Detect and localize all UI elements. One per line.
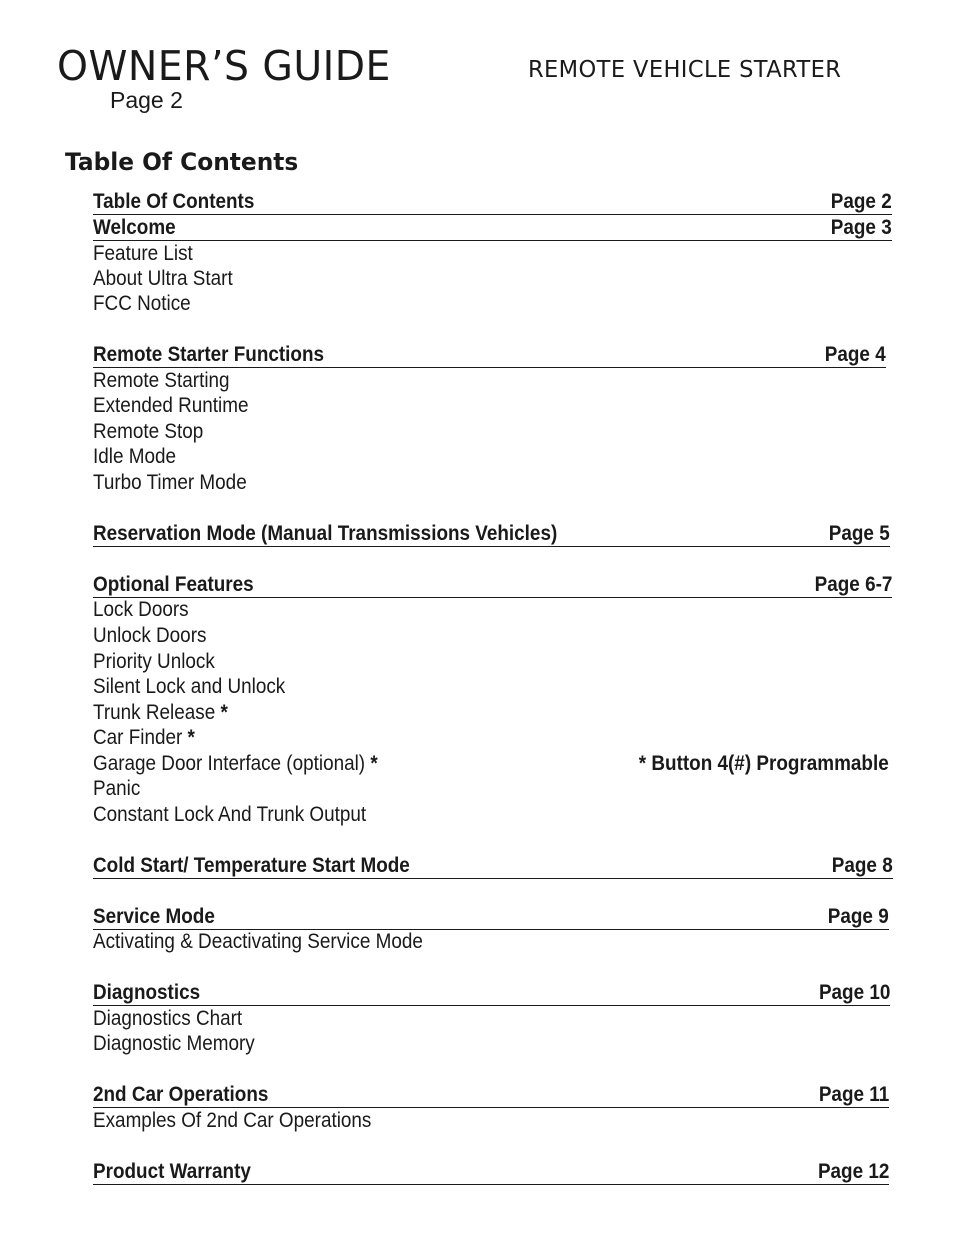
toc-section-table-of-contents [93, 190, 892, 215]
toc-section-reservation-mode [93, 522, 890, 547]
toc-item [93, 803, 892, 827]
toc-item [93, 675, 892, 699]
owners-guide-title: OWNER’S GUIDE [57, 42, 391, 90]
item-label: Constant Lock And Trunk Output [93, 803, 367, 826]
toc-item [93, 267, 892, 291]
toc-item [93, 242, 892, 266]
toc-heading: Table Of Contents [65, 148, 299, 176]
section-page: Page 10 [818, 981, 890, 1004]
programmable-note: * Button 4(#) Programmable [639, 752, 889, 775]
toc-item [93, 650, 892, 674]
toc-section-2nd-car-operations [93, 1083, 889, 1108]
toc-item [93, 1109, 889, 1133]
section-title: Welcome [93, 216, 176, 239]
toc-item [93, 1032, 890, 1056]
section-title: 2nd Car Operations [93, 1083, 269, 1106]
section-page: Page 5 [829, 522, 890, 545]
toc-section-welcome [93, 216, 892, 241]
toc-item [93, 726, 892, 750]
item-label: Feature List [93, 242, 193, 265]
toc-item [93, 777, 892, 801]
section-page: Page 8 [832, 854, 893, 877]
section-page: Page 2 [831, 190, 892, 213]
item-label: FCC Notice [93, 292, 191, 315]
item-label: Extended Runtime [93, 394, 249, 417]
product-title: REMOTE VEHICLE STARTER [528, 57, 842, 83]
toc-section-service-mode [93, 905, 889, 930]
item-label: Idle Mode [93, 445, 177, 468]
section-title: Product Warranty [93, 1160, 251, 1183]
item-label: Silent Lock and Unlock [93, 675, 286, 698]
toc-section-diagnostics [93, 981, 890, 1006]
toc-item [93, 394, 886, 418]
item-label: Panic [93, 777, 141, 800]
section-page: Page 12 [817, 1160, 889, 1183]
toc-item [93, 930, 889, 954]
section-title: Table Of Contents [93, 190, 255, 213]
section-title: Optional Features [93, 573, 254, 596]
section-title: Remote Starter Functions [93, 343, 325, 366]
toc-item [93, 598, 892, 622]
programmable-asterisk: * [220, 701, 228, 724]
section-title: Cold Start/ Temperature Start Mode [93, 854, 410, 877]
item-label [93, 726, 195, 750]
section-page: Page 9 [828, 905, 889, 928]
section-page: Page 3 [831, 216, 892, 239]
item-text: Garage Door Interface (optional) [93, 752, 366, 775]
toc-item [93, 445, 886, 469]
toc-item [93, 420, 886, 444]
item-label [93, 701, 228, 725]
page-number: Page 2 [110, 87, 183, 113]
item-label: Examples Of 2nd Car Operations [93, 1109, 372, 1132]
toc-item [93, 624, 892, 648]
section-title: Service Mode [93, 905, 215, 928]
toc-item [93, 292, 892, 316]
toc-item [93, 369, 886, 393]
toc-section-remote-starter-functions [93, 343, 886, 368]
item-label: Turbo Timer Mode [93, 471, 247, 494]
section-page: Page 11 [818, 1083, 889, 1106]
item-label: Remote Stop [93, 420, 204, 443]
section-title: Diagnostics [93, 981, 201, 1004]
toc-section-optional-features [93, 573, 892, 598]
programmable-asterisk: * [187, 726, 195, 749]
item-label: Lock Doors [93, 598, 189, 621]
section-page: Page 4 [825, 343, 886, 366]
item-label: Diagnostic Memory [93, 1032, 255, 1055]
item-label: About Ultra Start [93, 267, 233, 290]
section-title: Reservation Mode (Manual Transmissions Vehicles) [93, 522, 558, 545]
item-label: Activating & Deactivating Service Mode [93, 930, 423, 953]
item-label: Priority Unlock [93, 650, 215, 673]
toc-section-cold-start [93, 854, 893, 879]
item-label: Remote Starting [93, 369, 230, 392]
item-label: Diagnostics Chart [93, 1007, 243, 1030]
toc-item [93, 471, 886, 495]
toc-item [93, 1007, 890, 1031]
programmable-asterisk: * [370, 752, 378, 775]
item-text: Trunk Release [93, 701, 216, 724]
toc-item [93, 701, 892, 725]
item-label: Unlock Doors [93, 624, 207, 647]
toc-section-product-warranty [93, 1160, 889, 1185]
section-page: Page 6-7 [814, 573, 892, 596]
item-text: Car Finder [93, 726, 183, 749]
item-label [93, 752, 378, 776]
